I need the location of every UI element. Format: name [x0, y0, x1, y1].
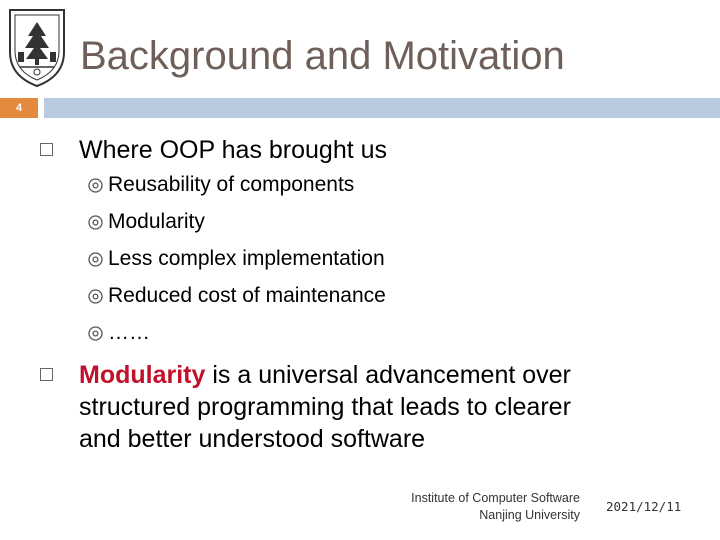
sub-bullet-text: ……	[108, 321, 150, 344]
slide-title: Background and Motivation	[80, 34, 565, 78]
bullet-modularity	[40, 359, 571, 455]
circled-dot-bullet-icon	[87, 325, 104, 342]
sub-bullet-text: Reduced cost of maintenance	[108, 284, 386, 307]
sub-bullet	[87, 209, 205, 235]
sub-bullet	[87, 246, 385, 272]
hollow-square-bullet-icon	[40, 368, 53, 381]
sub-bullet	[87, 172, 354, 198]
sub-bullet-text: Modularity	[108, 210, 205, 233]
sub-bullet	[87, 283, 386, 309]
footer-university-name: Nanjing University	[479, 508, 580, 522]
circled-dot-bullet-icon	[87, 288, 104, 305]
footer-institute-name: Institute of Computer Software	[411, 491, 580, 505]
bullet-main	[40, 134, 387, 166]
highlighted-term: Modularity	[79, 361, 206, 389]
footer-date: 2021/12/11	[606, 499, 682, 514]
sub-bullet	[87, 320, 150, 346]
circled-dot-bullet-icon	[87, 177, 104, 194]
sub-bullet-text: Reusability of components	[108, 173, 355, 196]
bullet-text-part: structured programming that leads to clearer	[79, 393, 571, 421]
slide-number: 4	[0, 98, 38, 118]
bullet-text-part: is a universal advancement over	[205, 361, 571, 389]
bullet-modularity-text	[79, 359, 571, 455]
hollow-square-bullet-icon	[40, 143, 53, 156]
bullet-main-text: Where OOP has brought us	[79, 136, 388, 164]
sub-bullet-text: Less complex implementation	[108, 247, 385, 270]
bullet-text-part: and better understood software	[79, 425, 426, 453]
header-divider-bar	[44, 98, 720, 118]
circled-dot-bullet-icon	[87, 214, 104, 231]
circled-dot-bullet-icon	[87, 251, 104, 268]
university-seal-logo	[4, 4, 70, 90]
footer-institution	[411, 490, 580, 524]
